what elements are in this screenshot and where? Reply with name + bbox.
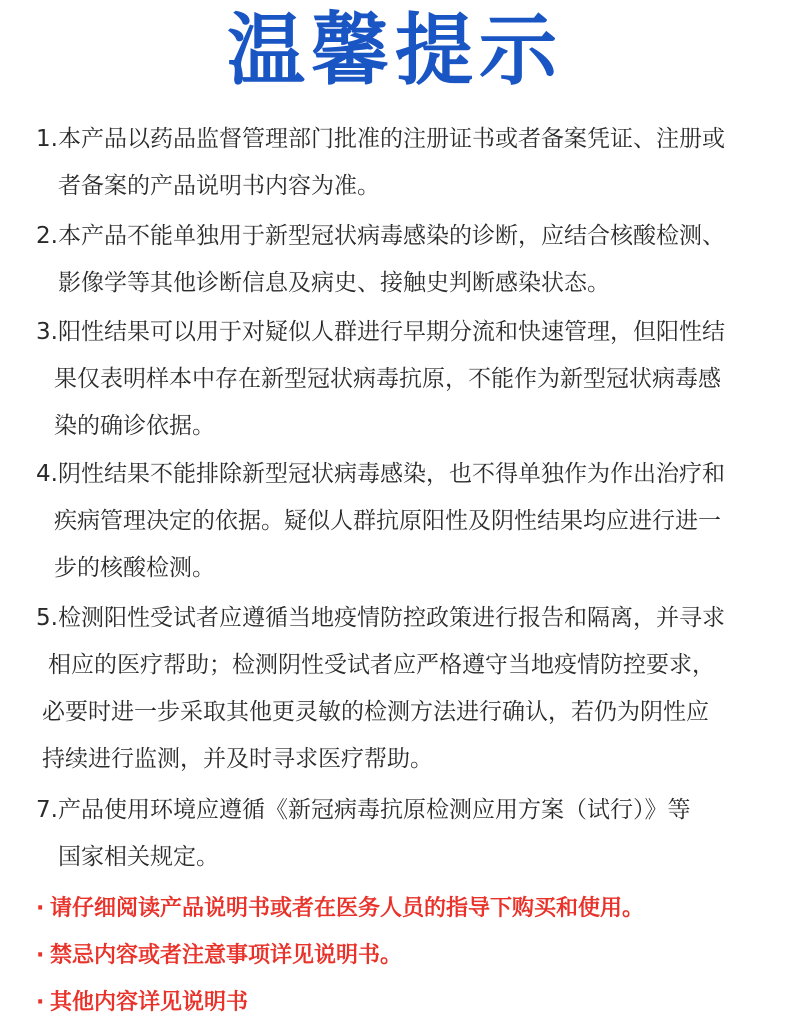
notice-line: 3.阳性结果可以用于对疑似人群进行早期分流和快速管理，但阳性结 [36,319,725,345]
notice-line: 者备案的产品说明书内容为准。 [58,173,380,199]
warning-contraindications [36,941,402,971]
page-title: 温馨提示 [226,6,563,96]
warning-text: 禁忌内容或者注意事项详见说明书。 [50,943,403,968]
notice-line: 影像学等其他诊断信息及病史、接触史判断感染状态。 [58,270,610,296]
notice-line: 步的核酸检测。 [54,555,215,581]
notice-line: 国家相关规定。 [58,844,219,870]
bullet-mark: · [36,990,45,1015]
notice-line: 持续进行监测，并及时寻求医疗帮助。 [42,746,433,772]
notice-line: 必要时进一步采取其他更灵敏的检测方法进行确认，若仍为阴性应 [42,699,709,725]
notice-line: 5.检测阳性受试者应遵循当地疫情防控政策进行报告和隔离，并寻求 [36,605,725,631]
notice-1 [36,116,766,210]
notice-line: 疾病管理决定的依据。疑似人群抗原阳性及阴性结果均应进行进一 [54,508,721,534]
warning-other-content [36,988,248,1018]
notice-line: 果仅表明样本中存在新型冠状病毒抗原，不能作为新型冠状病毒感 [54,366,721,392]
bullet-mark: · [36,943,45,968]
bullet-mark: · [36,896,45,921]
warning-text: 请仔细阅读产品说明书或者在医务人员的指导下购买和使用。 [50,896,645,921]
notice-line: 2.本产品不能单独用于新型冠状病毒感染的诊断，应结合核酸检测、 [36,223,725,249]
notice-line: 4.阴性结果不能排除新型冠状病毒感染，也不得单独作为作出治疗和 [36,461,725,487]
notice-2 [36,213,766,307]
notice-4 [36,451,766,592]
warning-text: 其他内容详见说明书 [50,990,249,1015]
notice-5 [36,595,766,783]
notice-3 [36,309,766,450]
notice-line: 1.本产品以药品监督管理部门批准的注册证书或者备案凭证、注册或 [36,126,725,152]
notice-line: 7.产品使用环境应遵循《新冠病毒抗原检测应用方案（试行）》等 [36,797,691,823]
notice-line: 相应的医疗帮助；检测阴性受试者应严格遵守当地疫情防控要求， [48,652,715,678]
notice-line: 染的确诊依据。 [54,413,215,439]
warning-read-manual [36,894,644,924]
notice-7 [36,787,766,881]
